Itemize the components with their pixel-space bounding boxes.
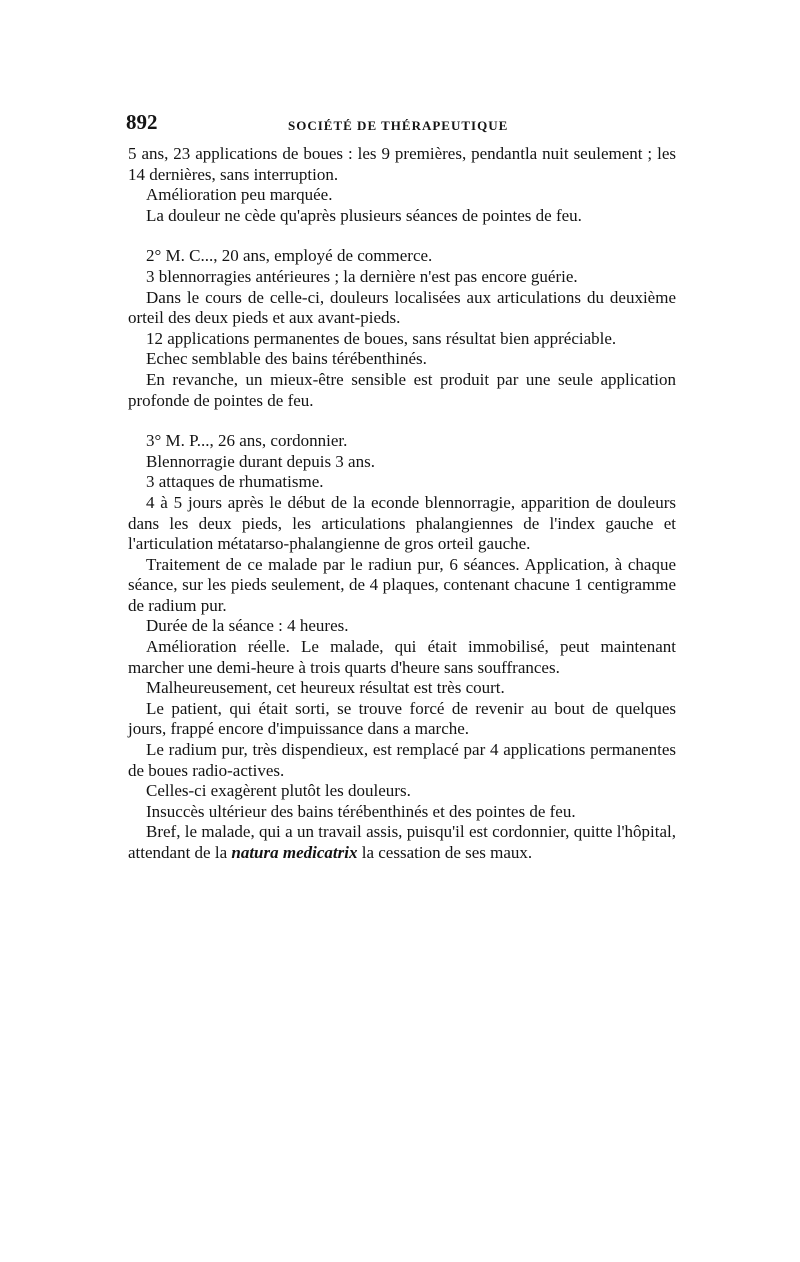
paragraph: La douleur ne cède qu'après plusieurs séances de pointes de feu. xyxy=(146,205,582,225)
page-header xyxy=(128,110,676,144)
document-page xyxy=(128,110,676,864)
paragraph: Insuccès ultérieur des bains térébenthinés et des pointes de feu. xyxy=(146,801,576,821)
paragraph: 5 ans, 23 applications de boues : les 9 premières, pendantla nuit seulement ; les 14 dernières, sans interruption. xyxy=(128,144,676,184)
paragraph: Dans le cours de celle-ci, douleurs localisées aux articulations du deuxième orteil des deux pieds et aux avant-pieds. xyxy=(128,287,676,328)
paragraph: 12 applications permanentes de boues, sans résultat bien appréciable. xyxy=(146,328,617,348)
paragraph: 4 à 5 jours après le début de la econde blennorragie, apparition de douleurs dans les deux pieds, les articulations phalangiennes de l'index gauche et l'articulation métatarso-phalangienne de gros orteil gauche. xyxy=(128,492,676,554)
page-number: 892 xyxy=(126,110,158,134)
paragraph: 3 blennorragies antérieures ; la dernière n'est pas encore guérie. xyxy=(146,266,578,286)
paragraph: Amélioration peu marquée. xyxy=(146,185,333,205)
paragraph: Malheureusement, cet heureux résultat est très court. xyxy=(146,678,505,698)
final-paragraph-end: la cessation de ses maux. xyxy=(357,843,533,862)
paragraph: Echec semblable des bains térébenthinés. xyxy=(146,349,427,369)
paragraph: Celles-ci exagèrent plutôt les douleurs. xyxy=(146,781,411,801)
paragraph: En revanche, un mieux-être sensible est produit par une seule application profonde de pointes de feu. xyxy=(128,369,676,410)
paragraph: Le radium pur, très dispendieux, est remplacé par 4 applications permanentes de boues radio-actives. xyxy=(128,740,676,780)
paragraph: Le patient, qui était sorti, se trouve forcé de revenir au bout de quelques jours, frappé encore d'impuissance dans a marche. xyxy=(128,698,676,739)
latin-phrase: natura medicatrix xyxy=(231,843,358,862)
running-title: SOCIÉTÉ DE THÉRAPEUTIQUE xyxy=(288,118,509,133)
final-paragraph-start: Bref, le malade, qui a un travail assis, puisqu'il est cordonnier, quitte l'hôpital, attendant de la xyxy=(128,822,676,862)
paragraph: Traitement de ce malade par le radiun pur, 6 séances. Application, à chaque séance, sur les pieds seulement, de 4 plaques, contenant chacune 1 centigramme de radium pur. xyxy=(128,554,676,615)
case-heading: 2° M. C..., 20 ans, employé de commerce. xyxy=(146,246,433,266)
paragraph: Amélioration réelle. Le malade, qui était immobilisé, peut maintenant marcher une demi-heure à trois quarts d'heure sans souffrances. xyxy=(128,637,676,677)
body-text xyxy=(128,144,676,864)
paragraph: Blennorragie durant depuis 3 ans. xyxy=(146,451,375,471)
paragraph: 3 attaques de rhumatisme. xyxy=(146,472,324,492)
paragraph: Durée de la séance : 4 heures. xyxy=(146,616,349,636)
final-paragraph xyxy=(128,822,676,863)
case-heading: 3° M. P..., 26 ans, cordonnier. xyxy=(146,431,348,451)
